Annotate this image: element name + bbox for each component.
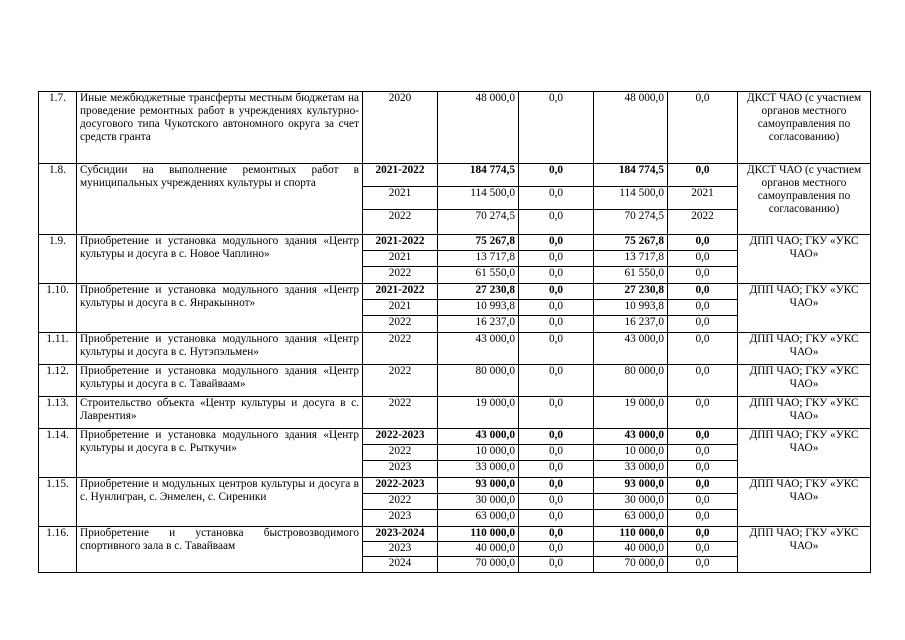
regional-amount-cell: 61 550,0 bbox=[594, 267, 668, 284]
regional-amount-cell: 10 000,0 bbox=[594, 445, 668, 461]
total-amount-cell: 114 500,0 bbox=[438, 187, 519, 210]
item-description: Приобретение и модульных центров культуры и досуга в с. Нунлигран, с. Энмелен, с. Сиреники bbox=[77, 478, 363, 527]
total-amount-cell: 10 993,8 bbox=[438, 300, 519, 316]
federal-amount-cell: 0,0 bbox=[519, 478, 594, 494]
executor-cell: ДПП ЧАО; ГКУ «УКС ЧАО» bbox=[738, 365, 871, 397]
period-cell: 2021-2022 bbox=[363, 164, 438, 187]
total-amount-cell: 110 000,0 bbox=[438, 527, 519, 542]
item-number: 1.9. bbox=[39, 235, 77, 284]
regional-amount-cell: 184 774,5 bbox=[594, 164, 668, 187]
period-cell: 2022-2023 bbox=[363, 478, 438, 494]
period-cell: 2022-2023 bbox=[363, 429, 438, 445]
federal-amount-cell: 0,0 bbox=[519, 300, 594, 316]
table-body bbox=[39, 92, 871, 573]
table-row bbox=[39, 92, 871, 164]
regional-amount-cell: 80 000,0 bbox=[594, 365, 668, 397]
other-amount-cell: 0,0 bbox=[668, 494, 738, 510]
total-amount-cell: 30 000,0 bbox=[438, 494, 519, 510]
period-cell: 2020 bbox=[363, 92, 438, 164]
federal-amount-cell: 0,0 bbox=[519, 365, 594, 397]
item-description: Приобретение и установка модульного здания «Центр культуры и досуга в с. Янракыннот» bbox=[77, 284, 363, 333]
other-amount-cell: 0,0 bbox=[668, 235, 738, 251]
federal-amount-cell: 0,0 bbox=[519, 397, 594, 429]
table-row bbox=[39, 284, 871, 300]
total-amount-cell: 43 000,0 bbox=[438, 429, 519, 445]
total-amount-cell: 10 000,0 bbox=[438, 445, 519, 461]
other-amount-cell: 0,0 bbox=[668, 478, 738, 494]
executor-cell: ДКСТ ЧАО (с участием органов местного самоуправления по согласованию) bbox=[738, 92, 871, 164]
other-amount-cell: 0,0 bbox=[668, 164, 738, 187]
other-amount-cell: 0,0 bbox=[668, 333, 738, 365]
item-description: Приобретение и установка модульного здания «Центр культуры и досуга в с. Нутэпэльмен» bbox=[77, 333, 363, 365]
item-number: 1.12. bbox=[39, 365, 77, 397]
period-cell: 2021-2022 bbox=[363, 284, 438, 300]
period-cell: 2022 bbox=[363, 445, 438, 461]
other-amount-cell: 0,0 bbox=[668, 429, 738, 445]
table-row bbox=[39, 527, 871, 542]
item-description: Субсидии на выполнение ремонтных работ в муниципальных учреждениях культуры и спорта bbox=[77, 164, 363, 235]
executor-cell: ДПП ЧАО; ГКУ «УКС ЧАО» bbox=[738, 235, 871, 284]
executor-cell: ДПП ЧАО; ГКУ «УКС ЧАО» bbox=[738, 478, 871, 527]
executor-cell: ДПП ЧАО; ГКУ «УКС ЧАО» bbox=[738, 284, 871, 333]
item-number: 1.10. bbox=[39, 284, 77, 333]
item-number: 1.11. bbox=[39, 333, 77, 365]
total-amount-cell: 27 230,8 bbox=[438, 284, 519, 300]
other-amount-cell: 0,0 bbox=[668, 251, 738, 267]
federal-amount-cell: 0,0 bbox=[519, 316, 594, 333]
regional-amount-cell: 13 717,8 bbox=[594, 251, 668, 267]
total-amount-cell: 43 000,0 bbox=[438, 333, 519, 365]
federal-amount-cell: 0,0 bbox=[519, 445, 594, 461]
period-cell: 2023 bbox=[363, 461, 438, 478]
item-number: 1.14. bbox=[39, 429, 77, 478]
federal-amount-cell: 0,0 bbox=[519, 92, 594, 164]
regional-amount-cell: 43 000,0 bbox=[594, 429, 668, 445]
regional-amount-cell: 75 267,8 bbox=[594, 235, 668, 251]
regional-amount-cell: 114 500,0 bbox=[594, 187, 668, 210]
total-amount-cell: 75 267,8 bbox=[438, 235, 519, 251]
period-cell: 2022 bbox=[363, 397, 438, 429]
period-cell: 2023 bbox=[363, 542, 438, 557]
other-amount-cell: 0,0 bbox=[668, 510, 738, 527]
table-row bbox=[39, 397, 871, 429]
other-amount-cell: 0,0 bbox=[668, 300, 738, 316]
item-description: Иные межбюджетные трансферты местным бюджетам на проведение ремонтных работ в учреждениях культурно-досугового типа Чукотского автономного округа за счет средств гранта bbox=[77, 92, 363, 164]
federal-amount-cell: 0,0 bbox=[519, 235, 594, 251]
total-amount-cell: 13 717,8 bbox=[438, 251, 519, 267]
other-amount-cell: 0,0 bbox=[668, 92, 738, 164]
federal-amount-cell: 0,0 bbox=[519, 164, 594, 187]
table-row bbox=[39, 235, 871, 251]
item-number: 1.13. bbox=[39, 397, 77, 429]
federal-amount-cell: 0,0 bbox=[519, 494, 594, 510]
program-table bbox=[38, 91, 871, 573]
period-cell: 2023 bbox=[363, 510, 438, 527]
item-number: 1.7. bbox=[39, 92, 77, 164]
total-amount-cell: 70 000,0 bbox=[438, 557, 519, 573]
other-amount-cell: 2021 bbox=[668, 187, 738, 210]
table-row bbox=[39, 365, 871, 397]
table-row bbox=[39, 333, 871, 365]
federal-amount-cell: 0,0 bbox=[519, 187, 594, 210]
total-amount-cell: 33 000,0 bbox=[438, 461, 519, 478]
table-row bbox=[39, 429, 871, 445]
other-amount-cell: 0,0 bbox=[668, 557, 738, 573]
regional-amount-cell: 43 000,0 bbox=[594, 333, 668, 365]
total-amount-cell: 93 000,0 bbox=[438, 478, 519, 494]
other-amount-cell: 0,0 bbox=[668, 284, 738, 300]
federal-amount-cell: 0,0 bbox=[519, 510, 594, 527]
regional-amount-cell: 93 000,0 bbox=[594, 478, 668, 494]
regional-amount-cell: 70 274,5 bbox=[594, 210, 668, 235]
other-amount-cell: 0,0 bbox=[668, 397, 738, 429]
federal-amount-cell: 0,0 bbox=[519, 461, 594, 478]
item-number: 1.16. bbox=[39, 527, 77, 573]
period-cell: 2022 bbox=[363, 210, 438, 235]
regional-amount-cell: 10 993,8 bbox=[594, 300, 668, 316]
item-description: Приобретение и установка быстровозводимого спортивного зала в с. Тавайваам bbox=[77, 527, 363, 573]
regional-amount-cell: 110 000,0 bbox=[594, 527, 668, 542]
item-description: Строительство объекта «Центр культуры и досуга в с. Лаврентия» bbox=[77, 397, 363, 429]
federal-amount-cell: 0,0 bbox=[519, 527, 594, 542]
executor-cell: ДПП ЧАО; ГКУ «УКС ЧАО» bbox=[738, 527, 871, 573]
federal-amount-cell: 0,0 bbox=[519, 333, 594, 365]
total-amount-cell: 40 000,0 bbox=[438, 542, 519, 557]
period-cell: 2024 bbox=[363, 557, 438, 573]
item-number: 1.8. bbox=[39, 164, 77, 235]
regional-amount-cell: 27 230,8 bbox=[594, 284, 668, 300]
item-description: Приобретение и установка модульного здания «Центр культуры и досуга в с. Тавайваам» bbox=[77, 365, 363, 397]
other-amount-cell: 0,0 bbox=[668, 316, 738, 333]
federal-amount-cell: 0,0 bbox=[519, 557, 594, 573]
other-amount-cell: 0,0 bbox=[668, 267, 738, 284]
item-number: 1.15. bbox=[39, 478, 77, 527]
federal-amount-cell: 0,0 bbox=[519, 251, 594, 267]
other-amount-cell: 0,0 bbox=[668, 365, 738, 397]
other-amount-cell: 2022 bbox=[668, 210, 738, 235]
period-cell: 2021-2022 bbox=[363, 235, 438, 251]
regional-amount-cell: 30 000,0 bbox=[594, 494, 668, 510]
regional-amount-cell: 33 000,0 bbox=[594, 461, 668, 478]
other-amount-cell: 0,0 bbox=[668, 461, 738, 478]
total-amount-cell: 80 000,0 bbox=[438, 365, 519, 397]
period-cell: 2023-2024 bbox=[363, 527, 438, 542]
period-cell: 2022 bbox=[363, 365, 438, 397]
regional-amount-cell: 40 000,0 bbox=[594, 542, 668, 557]
other-amount-cell: 0,0 bbox=[668, 542, 738, 557]
regional-amount-cell: 19 000,0 bbox=[594, 397, 668, 429]
federal-amount-cell: 0,0 bbox=[519, 542, 594, 557]
table-row bbox=[39, 478, 871, 494]
period-cell: 2022 bbox=[363, 333, 438, 365]
other-amount-cell: 0,0 bbox=[668, 445, 738, 461]
executor-cell: ДПП ЧАО; ГКУ «УКС ЧАО» bbox=[738, 333, 871, 365]
regional-amount-cell: 70 000,0 bbox=[594, 557, 668, 573]
total-amount-cell: 48 000,0 bbox=[438, 92, 519, 164]
total-amount-cell: 19 000,0 bbox=[438, 397, 519, 429]
total-amount-cell: 63 000,0 bbox=[438, 510, 519, 527]
period-cell: 2022 bbox=[363, 267, 438, 284]
executor-cell: ДПП ЧАО; ГКУ «УКС ЧАО» bbox=[738, 397, 871, 429]
period-cell: 2021 bbox=[363, 251, 438, 267]
federal-amount-cell: 0,0 bbox=[519, 429, 594, 445]
federal-amount-cell: 0,0 bbox=[519, 267, 594, 284]
federal-amount-cell: 0,0 bbox=[519, 210, 594, 235]
regional-amount-cell: 63 000,0 bbox=[594, 510, 668, 527]
item-description: Приобретение и установка модульного здания «Центр культуры и досуга в с. Рыткучи» bbox=[77, 429, 363, 478]
period-cell: 2021 bbox=[363, 300, 438, 316]
total-amount-cell: 70 274,5 bbox=[438, 210, 519, 235]
regional-amount-cell: 16 237,0 bbox=[594, 316, 668, 333]
federal-amount-cell: 0,0 bbox=[519, 284, 594, 300]
regional-amount-cell: 48 000,0 bbox=[594, 92, 668, 164]
total-amount-cell: 16 237,0 bbox=[438, 316, 519, 333]
other-amount-cell: 0,0 bbox=[668, 527, 738, 542]
period-cell: 2022 bbox=[363, 494, 438, 510]
total-amount-cell: 184 774,5 bbox=[438, 164, 519, 187]
executor-cell: ДКСТ ЧАО (с участием органов местного самоуправления по согласованию) bbox=[738, 164, 871, 235]
period-cell: 2021 bbox=[363, 187, 438, 210]
table-row bbox=[39, 164, 871, 187]
period-cell: 2022 bbox=[363, 316, 438, 333]
item-description: Приобретение и установка модульного здания «Центр культуры и досуга в с. Новое Чаплино» bbox=[77, 235, 363, 284]
executor-cell: ДПП ЧАО; ГКУ «УКС ЧАО» bbox=[738, 429, 871, 478]
total-amount-cell: 61 550,0 bbox=[438, 267, 519, 284]
